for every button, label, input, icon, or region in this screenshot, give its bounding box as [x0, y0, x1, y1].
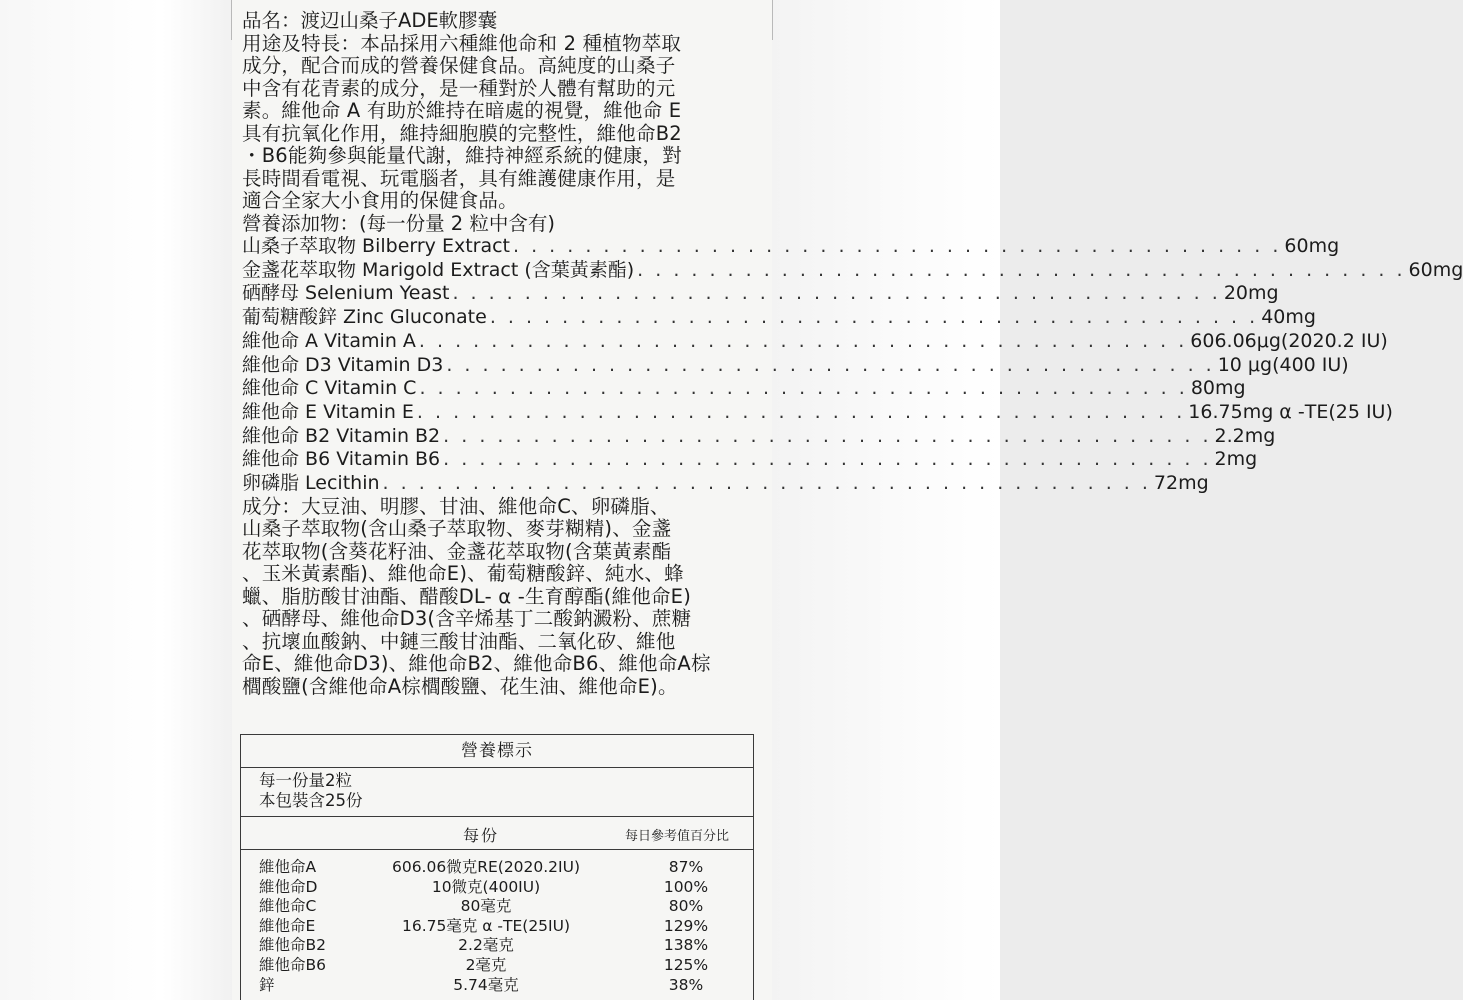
description-line: 具有抗氧化作用，維持細胞膜的完整性，維他命B2: [242, 121, 682, 145]
leader-dots: . . . . . . . . . . . . . . . . . . . . . . . . . . . . . . . . . . . . . . . . . . .: [416, 400, 1186, 423]
additive-row: [242, 282, 1279, 306]
description-line: 成分，配合而成的營養保健食品。高純度的山桑子: [242, 54, 676, 77]
description-line: 中含有花青素的成分，是一種對於人體有幫助的元: [242, 76, 676, 100]
additive-row: [242, 472, 1209, 496]
servings-per-package: 本包裝含25份: [259, 791, 363, 810]
per-serving-header: 每份: [463, 826, 500, 845]
nutrition-row: [241, 917, 753, 937]
additive-amount: 80mg: [1190, 377, 1246, 400]
ingredients-line: 花萃取物(含葵花籽油、金盞花萃取物(含葉黃素酯: [242, 539, 672, 563]
nutrient-amount: 2.2毫克: [458, 936, 514, 955]
leader-dots: . . . . . . . . . . . . . . . . . . . . . . . . . . . . . . . . . . . . . . . . . . .: [513, 235, 1282, 257]
additive-row: [242, 424, 1276, 449]
additives-list: [242, 235, 1463, 496]
additive-row: [242, 400, 1393, 425]
ingredients-line: 蠟、脂肪酸甘油酯、醋酸DL- α -生育醇酯(維他命E): [242, 584, 691, 608]
nutrient-name: 鋅: [259, 975, 275, 994]
description-line: 用途及特長：本品採用六種維他命和 2 種植物萃取: [242, 31, 682, 55]
daily-value-header: 每日參考值百分比: [625, 829, 730, 844]
nutrition-table: [241, 850, 753, 995]
nutrient-percent: 125%: [663, 955, 709, 974]
leader-dots: . . . . . . . . . . . . . . . . . . . . . . . . . . . . . . . . . . . . . . . . . . .: [489, 306, 1259, 329]
description-line: 長時間看電視、玩電腦者，具有維護健康作用，是: [242, 166, 676, 190]
ingredients: [242, 496, 762, 699]
nutrition-row: [241, 976, 753, 996]
nutrient-name: 維他命A: [259, 858, 317, 876]
ingredients-line: 、玉米黃素酯)、維他命E)、葡萄糖酸鋅、純水、蜂: [242, 562, 684, 586]
leader-dots: . . . . . . . . . . . . . . . . . . . . . . . . . . . . . . . . . . . . . . . . . . .: [419, 377, 1188, 400]
leader-dots: . . . . . . . . . . . . . . . . . . . . . . . . . . . . . . . . . . . . . . . . . . .: [446, 353, 1215, 376]
nutrient-amount: 80毫克: [460, 897, 512, 916]
right-fold-line: [772, 0, 773, 40]
description-line: ・B6能夠參與能量代謝，維持神經系統的健康，對: [242, 144, 682, 167]
additive-row: [242, 329, 1388, 354]
ingredients-line: 命E、維他命D3)、維他命B2、維他命B6、維他命A棕: [242, 652, 711, 676]
nutrient-name: 維他命B2: [259, 936, 326, 955]
nutrition-row: [241, 897, 753, 917]
nutrition-title: 營養標示: [241, 735, 753, 768]
leader-dots: . . . . . . . . . . . . . . . . . . . . . . . . . . . . . . . . . . . . . . . . . . .: [443, 448, 1212, 471]
additive-row: [242, 377, 1246, 401]
nutrition-row: [241, 956, 753, 976]
additive-name: 維他命 B6 Vitamin B6: [242, 448, 441, 471]
description: [242, 33, 762, 213]
nutrition-facts-box: [240, 734, 754, 1000]
label-content: [242, 9, 1463, 698]
additive-amount: 10 μg(400 IU): [1217, 353, 1349, 376]
leader-dots: . . . . . . . . . . . . . . . . . . . . . . . . . . . . . . . . . . . . . . . . . . .: [452, 282, 1221, 305]
nutrient-percent: 129%: [663, 916, 709, 935]
nutrition-row: [241, 858, 753, 878]
nutrient-amount: 2毫克: [465, 955, 507, 974]
additive-row: [242, 353, 1349, 378]
serving-info: [241, 768, 753, 817]
additive-row: [242, 235, 1340, 259]
nutrient-percent: 87%: [668, 858, 704, 876]
additive-row: [242, 306, 1316, 330]
additive-amount: 60mg: [1408, 258, 1463, 281]
additive-name: 維他命 D3 Vitamin D3: [242, 353, 444, 376]
additive-name: 硒酵母 Selenium Yeast: [242, 282, 450, 305]
additive-name: 維他命 E Vitamin E: [242, 400, 414, 423]
nutrient-amount: 10微克(400IU): [431, 877, 541, 896]
additive-row: [242, 258, 1463, 283]
additive-name: 金盞花萃取物 Marigold Extract (含葉黃素酯): [242, 258, 635, 281]
nutrition-row: [241, 936, 753, 956]
additive-amount: 72mg: [1153, 472, 1209, 495]
leader-dots: . . . . . . . . . . . . . . . . . . . . . . . . . . . . . . . . . . . . . . . . . . .: [418, 329, 1188, 352]
box-right-edge: [772, 0, 1000, 1000]
nutrient-name: 維他命B6: [259, 955, 326, 974]
additive-name: 葡萄糖酸鋅 Zinc Gluconate: [242, 306, 487, 329]
leader-dots: . . . . . . . . . . . . . . . . . . . . . . . . . . . . . . . . . . . . . . . . . . .: [637, 258, 1406, 281]
nutrition-row: [241, 878, 753, 898]
nutrient-name: 維他命D: [259, 877, 318, 896]
nutrient-percent: 100%: [663, 877, 709, 896]
additive-row: [242, 448, 1258, 472]
nutrient-percent: 138%: [663, 936, 709, 955]
ingredients-line: 山桑子萃取物(含山桑子萃取物、麥芽糊精)、金盞: [242, 517, 672, 541]
additive-name: 山桑子萃取物 Bilberry Extract: [242, 235, 511, 257]
additive-name: 維他命 C Vitamin C: [242, 377, 417, 400]
ingredients-line: 成分：大豆油、明膠、甘油、維他命C、卵磷脂、: [242, 494, 670, 518]
nutrient-amount: 606.06微克RE(2020.2IU): [391, 858, 581, 876]
additive-amount: 20mg: [1223, 282, 1279, 305]
serving-size: 每一份量2粒: [259, 771, 352, 790]
leader-dots: . . . . . . . . . . . . . . . . . . . . . . . . . . . . . . . . . . . . . . . . . . .: [382, 472, 1151, 495]
additive-name: 維他命 B2 Vitamin B2: [242, 424, 441, 447]
nutrient-name: 維他命C: [259, 897, 317, 916]
ingredients-line: 櫚酸鹽(含維他命A棕櫚酸鹽、花生油、維他命E)。: [242, 674, 678, 698]
nutrient-percent: 80%: [668, 897, 704, 916]
nutrient-amount: 16.75毫克 α -TE(25IU): [401, 916, 571, 935]
nutrient-name: 維他命E: [259, 916, 316, 935]
additive-amount: 606.06μg(2020.2 IU): [1190, 329, 1388, 352]
nutrient-percent: 38%: [668, 975, 704, 994]
additive-amount: 2.2mg: [1214, 424, 1276, 447]
additive-amount: 40mg: [1261, 306, 1316, 329]
nutrition-column-header: [241, 817, 753, 850]
additive-name: 維他命 A Vitamin A: [242, 329, 416, 352]
additive-name: 卵磷脂 Lecithin: [242, 472, 380, 495]
description-line: 適合全家大小食用的保健食品。: [242, 189, 518, 212]
product-name: 品名：渡辺山桑子ADE軟膠囊: [242, 9, 498, 32]
additive-amount: 60mg: [1284, 235, 1340, 257]
ingredients-line: 、硒酵母、維他命D3(含辛烯基丁二酸鈉澱粉、蔗糖: [242, 607, 692, 631]
leader-dots: . . . . . . . . . . . . . . . . . . . . . . . . . . . . . . . . . . . . . . . . . . .: [443, 424, 1212, 447]
additive-amount: 16.75mg α -TE(25 IU): [1188, 400, 1393, 423]
box-left-edge: [0, 0, 232, 1000]
additive-amount: 2mg: [1214, 448, 1258, 471]
ingredients-line: 、抗壞血酸鈉、中鏈三酸甘油酯、二氧化矽、維他: [242, 629, 676, 653]
description-line: 素。維他命 A 有助於維持在暗處的視覺，維他命 E: [242, 99, 682, 122]
additives-title: 營養添加物：(每一份量 2 粒中含有): [242, 211, 556, 235]
nutrient-amount: 5.74毫克: [453, 975, 519, 994]
